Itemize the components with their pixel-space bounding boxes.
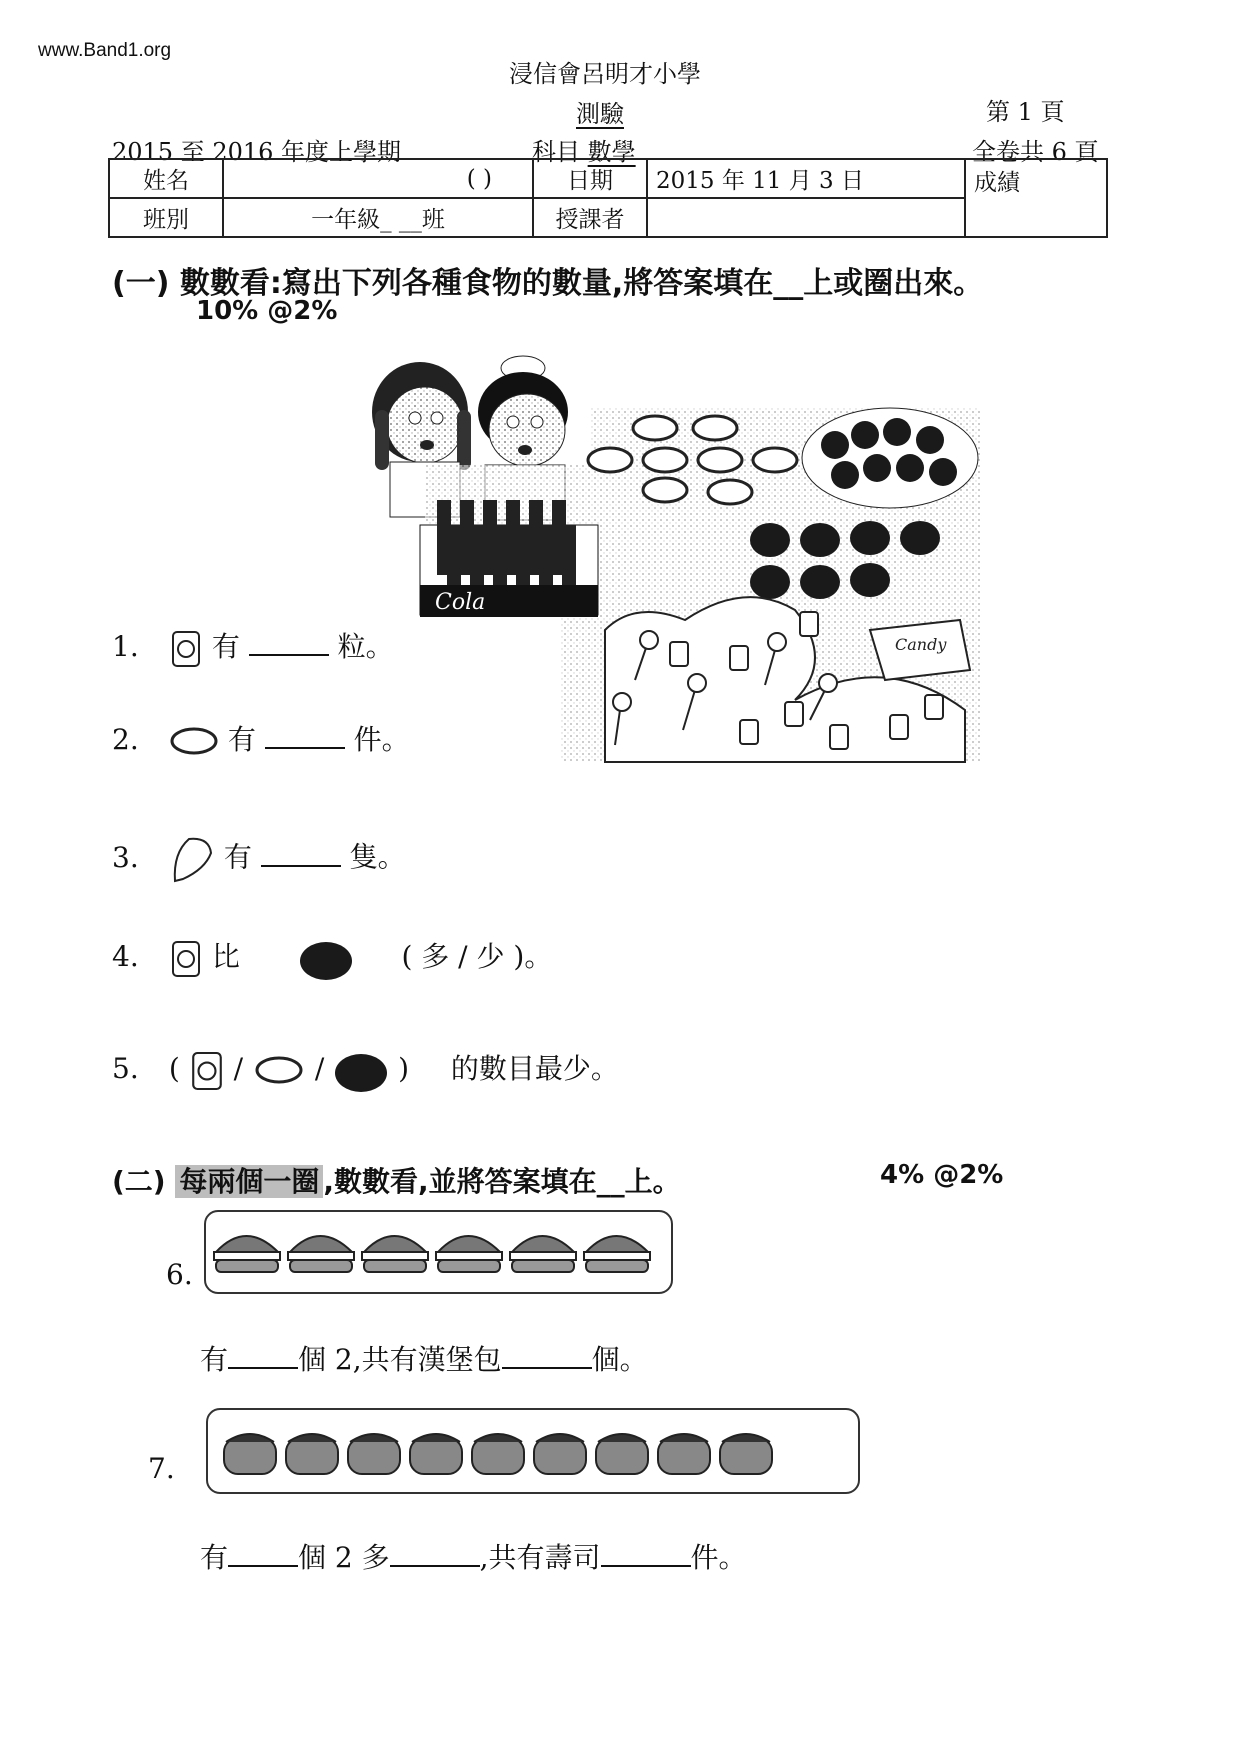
q3-number: 3. [112,840,139,874]
question-6-answer-line [200,1338,648,1378]
total-pages: 全卷共 6 頁 [972,138,1099,166]
q7-remainder-blank[interactable] [390,1565,480,1567]
section2-title-rest: ,數數看,並將答案填在__上。 [323,1165,681,1198]
question-1 [112,625,394,670]
q6-total-blank[interactable] [502,1367,592,1369]
q6-text-a: 有 [200,1343,229,1376]
candy-packet-icon[interactable] [189,1048,225,1094]
date-label: 日期 [533,159,647,198]
school-name: 浸信會呂明才小學 [509,60,701,88]
score-label: 成績 [974,170,1020,196]
score-box[interactable] [965,159,1107,237]
question-3 [112,833,406,885]
q7-text-c: ,共有壽司 [479,1541,601,1574]
page-number: 第 1 頁 [986,98,1065,126]
sushi-tray [206,1408,860,1494]
section2-highlight: 每兩個一圈 [175,1165,323,1198]
q2-unit: 件。 [353,723,410,756]
q1-answer-blank[interactable] [249,654,329,656]
q6-groups-blank[interactable] [228,1367,298,1369]
q6-text-b: 個 2,共有漢堡包 [298,1343,502,1376]
q1-unit: 粒。 [337,630,394,663]
q1-has: 有 [211,630,240,663]
egg-tart-icon [169,725,219,759]
egg-tart-icon[interactable] [252,1054,306,1088]
cola-brand-text: Cola [435,590,486,615]
name-field[interactable]: ( ) [223,159,533,198]
term: 2015 至 2016 年度上學期 [112,138,402,166]
tomato-icon[interactable] [333,1049,389,1093]
teacher-field[interactable] [647,198,965,237]
q5-slash: / [233,1052,244,1085]
watermark: www.Band1.org [38,40,172,61]
q2-answer-blank[interactable] [265,747,345,749]
class-label: 班別 [109,198,223,237]
burgers [206,1212,671,1292]
q7-groups-blank[interactable] [228,1565,298,1567]
tomato-icon [298,937,354,981]
question-7-answer-line [200,1536,747,1576]
q7-text-d: 件。 [690,1541,747,1574]
burger-tray [204,1210,673,1294]
q3-has: 有 [223,840,252,874]
q7-total-blank[interactable] [601,1565,691,1567]
candy-packet-icon [169,628,203,670]
section1-marks: 10% @2% [196,296,338,326]
q1-number: 1. [112,630,139,663]
q5-number: 5. [112,1052,139,1085]
section1-title: (一) 數數看:寫出下列各種食物的數量,將答案填在__上或圈出來。 [112,266,984,301]
section2-label: (二) [112,1165,166,1198]
date-value: 2015 年 11 月 3 日 [647,159,965,198]
q6-number: 6. [166,1258,193,1291]
question-5 [112,1047,619,1094]
candy-bag-text: Candy [895,635,947,654]
q4-number: 4. [112,940,139,973]
q2-has: 有 [227,723,256,756]
exam-title: 測驗 [576,100,624,128]
q5-slash: / [314,1052,325,1085]
section2-title [112,1160,681,1200]
q3-unit: 隻。 [349,840,406,874]
q7-text-a: 有 [200,1541,229,1574]
q5-tail: 的數目最少。 [450,1052,619,1085]
question-2 [112,718,410,759]
candy-packet-icon [169,938,203,980]
name-label: 姓名 [109,159,223,198]
q6-text-c: 個。 [591,1343,648,1376]
q5-open-paren: ( [168,1052,180,1085]
q2-number: 2. [112,723,139,756]
q5-close-paren: ) [398,1052,410,1085]
teacher-label: 授課者 [533,198,647,237]
subject-label: 科目 [532,138,580,166]
class-value[interactable]: 一年級_ __班 [223,198,533,237]
section2-marks: 4% @2% [880,1160,1004,1190]
student-info-table [108,158,1108,238]
q3-answer-blank[interactable] [261,865,341,867]
plate-of-food [802,408,978,508]
candy-bag [870,620,970,680]
q7-text-b: 個 2 多 [298,1541,390,1574]
food-scene-illustration [365,350,1110,870]
subject-value: 數學 [587,138,636,166]
q4-choice-more-less[interactable]: ( 多 / 少 )。 [401,940,553,973]
question-4 [112,935,552,981]
chicken-wing-icon [169,833,215,885]
q4-compare: 比 [211,940,240,973]
q7-number: 7. [148,1452,175,1485]
sushi-pieces [208,1410,858,1492]
